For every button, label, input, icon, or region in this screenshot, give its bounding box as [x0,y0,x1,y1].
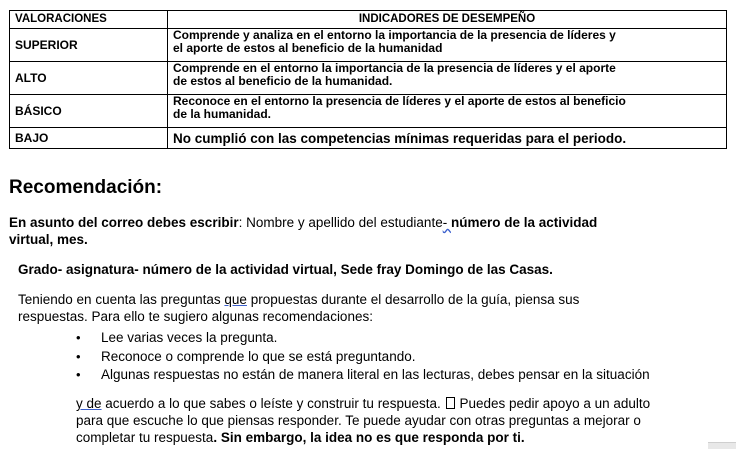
indicator-cell: No cumplió con las competencias mínimas requeridas para el periodo. [168,128,727,149]
level-cell: BAJO [10,128,168,149]
level-cell: ALTO [10,62,168,95]
indicator-cell: Comprende y analiza en el entorno la importancia de la presencia de líderes y el aporte de estos al beneficio de la humanidad [168,29,727,62]
intro-paragraph: Teniendo en cuenta las preguntas que propuestas durante el desarrollo de la guía, piensa sus respuestas. Para ello te sugiero algunas recomendaciones: [18,292,580,324]
bullet-icon: • [76,330,81,345]
table-row [10,128,727,149]
grade-line: Grado- asignatura- número de la actividad virtual, Sede fray Domingo de las Casas. [18,262,553,277]
indicator-cell: Comprende en el entorno la importancia de la presencia de líderes y el aporte de estos al beneficio de la humanidad. [168,62,727,95]
table-header-row [10,11,727,29]
list-item: Reconoce o comprende lo que se está preguntando. [101,349,416,364]
performance-table [9,10,727,149]
header-valoraciones: VALORACIONES [10,11,168,29]
header-indicadores: INDICADORES DE DESEMPEÑO [168,11,727,29]
scrollbar-corner [708,442,736,449]
table-row [10,29,727,62]
table-row [10,62,727,95]
list-item: Algunas respuestas no están de manera literal en las lecturas, debes pensar en la situación [101,367,650,382]
bullet-icon: • [76,367,81,382]
bullet-icon: • [76,349,81,364]
level-cell: SUPERIOR [10,29,168,62]
continuation-paragraph: y de acuerdo a lo que sabes o leíste y construir tu respuesta. Puedes pedir apoyo a un adulto para que escuche lo que piensas responder. Te puede ayudar con otras preguntas a mejorar o completar tu respuesta. Sin embargo, la idea no es que responda por ti. [76,396,651,445]
indicator-cell: Reconoce en el entorno la presencia de líderes y el aporte de estos al beneficio de la humanidad. [168,95,727,128]
placeholder-glyph-icon [446,397,455,409]
subject-instructions: En asunto del correo debes escribir: Nombre y apellido del estudiante- número de la actividad virtual, mes. [9,215,598,247]
level-cell: BÁSICO [10,95,168,128]
table-row [10,95,727,128]
section-heading: Recomendación: [9,177,163,198]
list-item: Lee varias veces la pregunta. [101,330,278,345]
